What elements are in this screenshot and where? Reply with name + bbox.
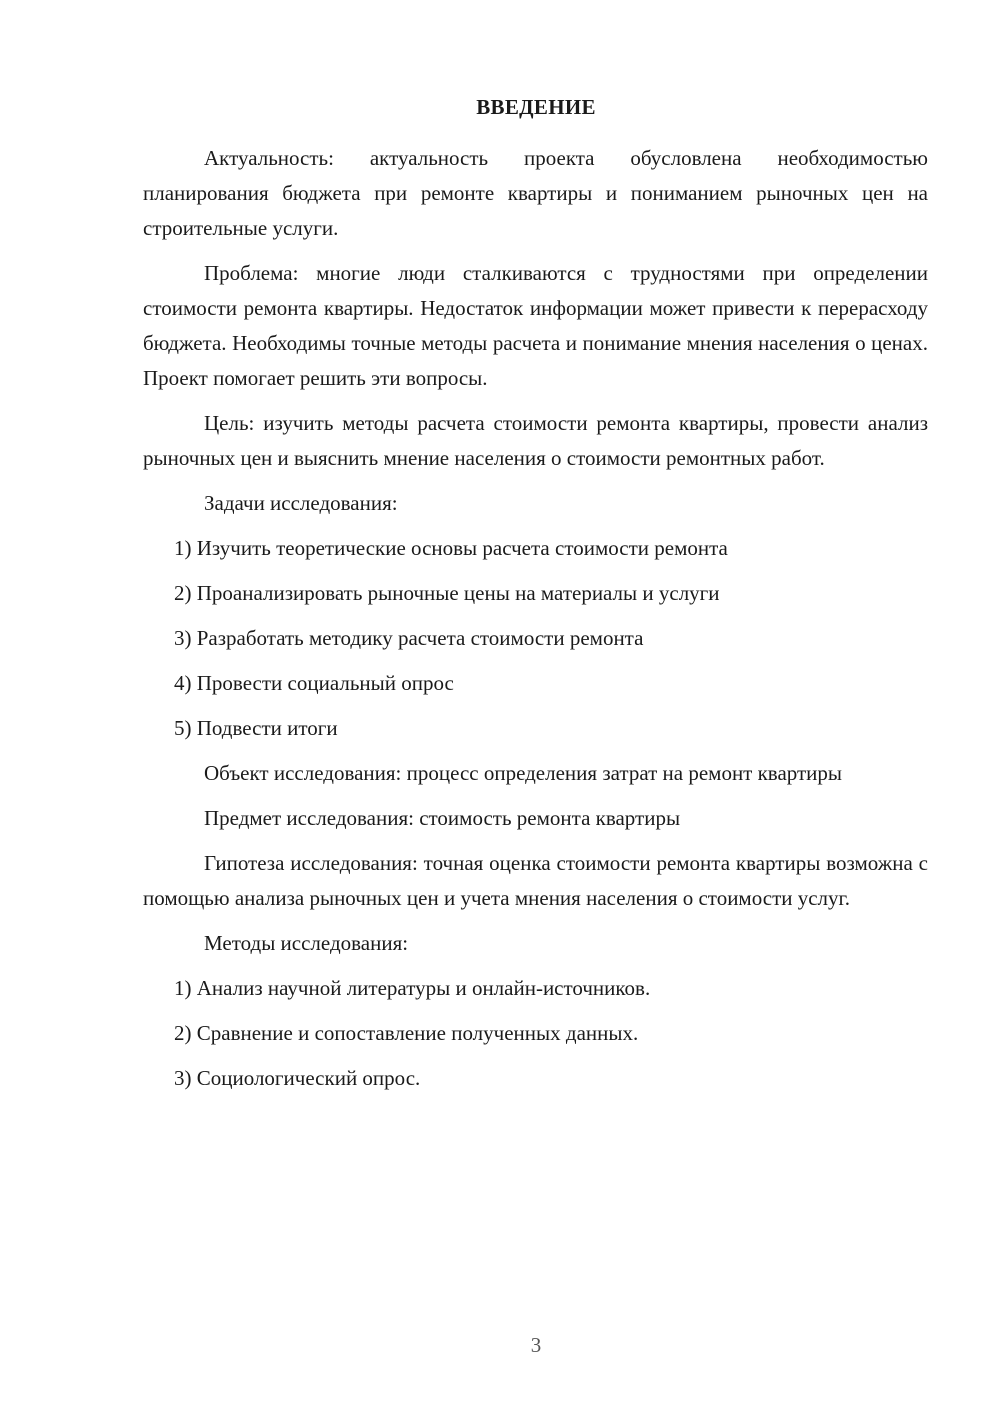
document-body	[143, 141, 928, 1106]
methods-list	[143, 971, 928, 1096]
relevance-paragraph: Актуальность: актуальность проекта обусловлена необходимостью планирования бюджета при ремонте квартиры и пониманием рыночных цен на строительные услуги.	[143, 146, 928, 240]
list-item: 2) Сравнение и сопоставление полученных данных.	[174, 1021, 639, 1045]
problem-paragraph: Проблема: многие люди сталкиваются с трудностями при определении стоимости ремонта квартиры. Недостаток информации может привести к перерасходу бюджета. Необходимы точные методы расчета и понимание мнения населения о ценах. Проект помогает решить эти вопросы.	[143, 261, 928, 390]
list-item: 3) Социологический опрос.	[174, 1066, 421, 1090]
tasks-list	[143, 531, 928, 746]
hypothesis-paragraph: Гипотеза исследования: точная оценка стоимости ремонта квартиры возможна с помощью анализа рыночных цен и учета мнения населения о стоимости услуг.	[143, 851, 928, 910]
tasks-heading: Задачи исследования:	[204, 491, 398, 515]
list-item: 4) Провести социальный опрос	[174, 671, 454, 695]
page-number: 3	[530, 1333, 542, 1357]
subject-paragraph: Предмет исследования: стоимость ремонта квартиры	[204, 806, 681, 830]
methods-heading: Методы исследования:	[204, 931, 409, 955]
list-item: 5) Подвести итоги	[174, 716, 338, 740]
list-item: 3) Разработать методику расчета стоимости ремонта	[174, 626, 644, 650]
goal-paragraph: Цель: изучить методы расчета стоимости ремонта квартиры, провести анализ рыночных цен и выяснить мнение населения о стоимости ремонтных работ.	[143, 411, 928, 470]
list-item: 1) Анализ научной литературы и онлайн-источников.	[174, 976, 651, 1000]
list-item: 1) Изучить теоретические основы расчета стоимости ремонта	[174, 536, 728, 560]
page-title: ВВЕДЕНИЕ	[476, 95, 596, 119]
list-item: 2) Проанализировать рыночные цены на материалы и услуги	[174, 581, 720, 605]
object-paragraph: Объект исследования: процесс определения затрат на ремонт квартиры	[204, 761, 843, 785]
